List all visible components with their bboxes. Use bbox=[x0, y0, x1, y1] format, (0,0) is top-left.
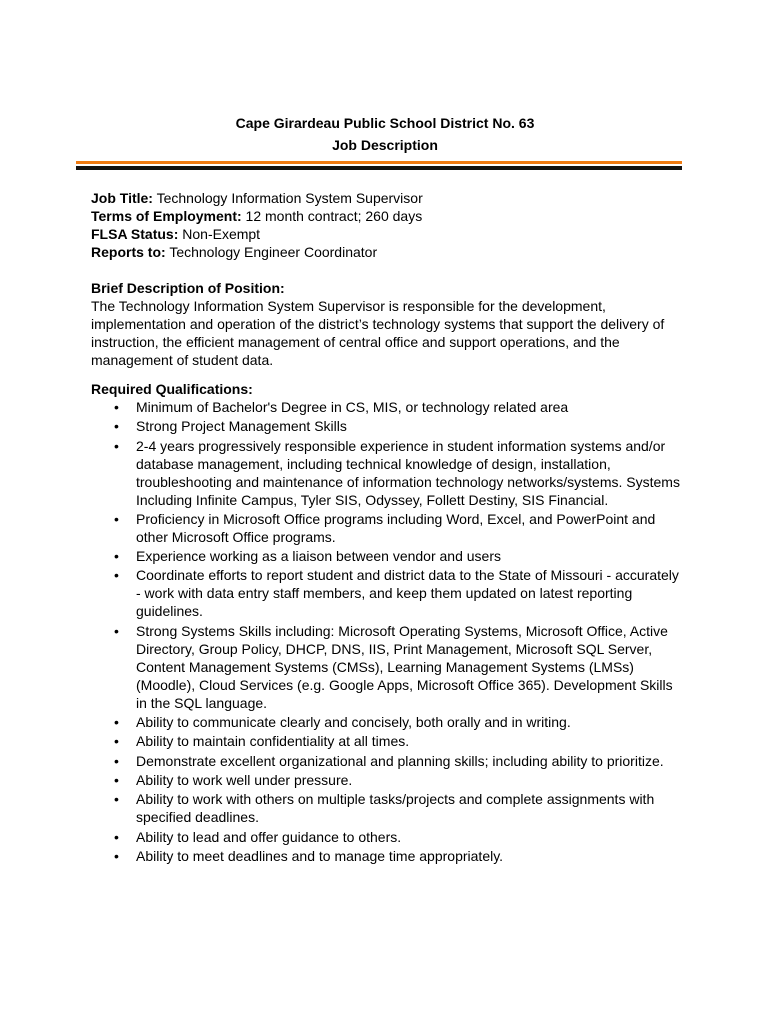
qualifications-title: Required Qualifications: bbox=[91, 381, 253, 397]
terms-value: 12 month contract; 260 days bbox=[245, 208, 423, 224]
job-metadata bbox=[91, 189, 681, 261]
brief-description-title: Brief Description of Position: bbox=[91, 280, 285, 296]
list-item: • Ability to work with others on multiple tasks/projects and complete assignments with specified deadlines. bbox=[91, 790, 681, 826]
brief-description-section bbox=[91, 279, 681, 369]
reports-label: Reports to: bbox=[91, 244, 166, 260]
job-title-line bbox=[91, 189, 681, 207]
terms-line bbox=[91, 207, 681, 225]
list-item: • Ability to maintain confidentiality at all times. bbox=[91, 732, 681, 750]
list-item: • Ability to lead and offer guidance to others. bbox=[91, 828, 681, 846]
list-item: • Ability to meet deadlines and to manage time appropriately. bbox=[91, 847, 681, 865]
reports-line bbox=[91, 243, 681, 261]
list-item: • Minimum of Bachelor's Degree in CS, MIS, or technology related area bbox=[91, 398, 681, 416]
required-qualifications-section bbox=[91, 380, 681, 866]
list-item: • Strong Systems Skills including: Microsoft Operating Systems, Microsoft Office, Active Directory, Group Policy, DHCP, DNS, IIS, Print Management, Microsoft SQL Server, Content Management Systems (CMSs), Learning Management Systems (LMSs) (Moodle), Cloud Services (e.g. Google Apps, Microsoft Office 365). Development Skills in the SQL language. bbox=[91, 622, 681, 712]
list-item: • Demonstrate excellent organizational and planning skills; including ability to prioritize. bbox=[91, 752, 681, 770]
list-item: • Proficiency in Microsoft Office programs including Word, Excel, and PowerPoint and other Microsoft Office programs. bbox=[91, 510, 681, 546]
list-item: • 2-4 years progressively responsible experience in student information systems and/or database management, including technical knowledge of design, installation, troubleshooting and maintenance of information technology networks/systems. Systems Including Infinite Campus, Tyler SIS, Odyssey, Follett Destiny, SIS Financial. bbox=[91, 437, 681, 509]
list-item: • Coordinate efforts to report student and district data to the State of Missouri - accurately - work with data entry staff members, and keep them updated on latest reporting guidelines. bbox=[91, 566, 681, 620]
qualifications-list bbox=[91, 398, 681, 865]
terms-label: Terms of Employment: bbox=[91, 208, 242, 224]
flsa-label: FLSA Status: bbox=[91, 226, 179, 242]
orange-divider bbox=[76, 161, 682, 164]
job-title-value: Technology Information System Supervisor bbox=[156, 190, 423, 206]
document-header bbox=[0, 112, 770, 156]
reports-value: Technology Engineer Coordinator bbox=[169, 244, 378, 260]
job-title-label: Job Title: bbox=[91, 190, 153, 206]
list-item: • Strong Project Management Skills bbox=[91, 417, 681, 435]
flsa-line bbox=[91, 225, 681, 243]
black-divider bbox=[76, 166, 682, 170]
flsa-value: Non-Exempt bbox=[182, 226, 261, 242]
brief-description-body: The Technology Information System Supervisor is responsible for the development, implementation and operation of the district’s technology systems that support the delivery of instruction, the efficient management of central office and support operations, and the management of student data. bbox=[91, 298, 665, 368]
list-item: • Ability to work well under pressure. bbox=[91, 771, 681, 789]
document-type: Job Description bbox=[332, 137, 438, 153]
district-name: Cape Girardeau Public School District No. 63 bbox=[235, 115, 535, 131]
list-item: • Ability to communicate clearly and concisely, both orally and in writing. bbox=[91, 713, 681, 731]
list-item: • Experience working as a liaison between vendor and users bbox=[91, 547, 681, 565]
